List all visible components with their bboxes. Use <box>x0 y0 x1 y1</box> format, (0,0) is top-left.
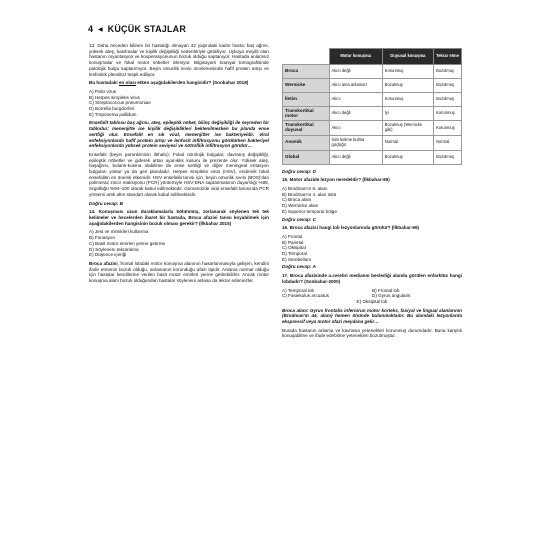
page-number: 4 <box>88 24 94 34</box>
option: E) Düşünce içeriği <box>89 252 127 258</box>
table-cell: Bozulmuş <box>434 64 462 78</box>
option: C) Streptococcus pneumoniae <box>89 100 151 106</box>
row-header: Global <box>283 150 330 164</box>
option: C) Fasiekulus arcuatus <box>282 293 329 299</box>
option: B) Herpes simpleks virus <box>89 94 140 100</box>
option: B) Parietal <box>282 239 304 245</box>
option: E) Treponema pallidum <box>89 111 137 117</box>
table-cell: Akıcı <box>329 121 382 136</box>
q17-question: 17. Broca afazisinde a.cerebri medianın beslediği alanda görülen enfarktüs hangi lobdadır? (Sonbahar-2000) <box>282 273 462 284</box>
table-cell: Bozulmuş <box>434 150 462 164</box>
q13-explanation: Ensefalit (beyin parenkiminin iltihabı); Fokal nörolojik bulgular, davranış değişikliği, epileptik nöbetler ve giderek artan uyanıklık kusuru ile prezente olur. Yüksek ateş, başağrısı, bulantı-kusma olabilirse de ense sertliği ve diğer meningeal irritasyon bulguları yoktur ya da geri plandadır. Herpes simpleks virüs (HSV), endemik fokal ensefalitin en önemli etkenidir. HSV ensefaliti tanısı için, beyin omurilik sıvısı (BOS)'dan polimeraz zincir reaksiyonu (PCR) yöntemiyle HSV-DNA saptanmasının duyarlılığı %98, özgüllüğü %94–100 olarak kabul edilmektedir. Günümüzde viral ensefalit tanısında PCR yöntemi artık altın standart olarak kabul edilmektedir. <box>89 151 269 197</box>
q14-explanation: Broca afazisi, frontal lobdaki motor konuşma alanının hasarlanmasıyla gelişen, kendini ifade etmenin bozuk olduğu, anlamanın korunduğu afazi tipidir. Anlama normal olduğu için hastalar kendilerine verilen basit motor emirleri yerine getirebilirler. Ancak motor konuşma alanı bozuk olduğundan hastalar söyleneni anlasa da tekrar edemezler. <box>89 260 269 284</box>
option: D) Gyrus angularis <box>372 293 411 299</box>
option: B) Fonasyon <box>89 235 116 241</box>
table-cell: İyi <box>382 106 433 121</box>
table-cell: Akıcı değil <box>329 106 382 121</box>
q14-answer: Doğru cevap: D <box>282 168 316 174</box>
table-row <box>283 106 462 121</box>
q13-stem: 13. Daha önceden bilinen bir hastalığı olmayan 32 yaşındaki kadın hasta; baş ağrısı, yüksek ateş, kasılmalar ve kişilik değişikliği nedenleriyle getiriliyor. Uykuya meyilli olan hastanın oryantasyon ve kooperasyonunun bozuk olduğu saptanıyor. Hastada anlamsız konuşmalar ve fokal motor nöbetler izleniyor. Bilgisayarlı kraniyal tomografisinde patolojik bulgu saptanmıyor. Beyin omurilik sıvısı incelemesinde hafif protein artışı ve lenfositik pleositoz tespit ediliyor. <box>89 43 269 77</box>
option: E) Serebellum <box>282 256 312 262</box>
q13-answer: Doğru cevap: B <box>89 200 123 206</box>
q17-explanation-emphasis: Broca alanı: Gyrus frontalis inferiorun motor korteks, fasiyal ve lingual alanlarının (Brodman'ın 44. alanı) hemen önünde bulunmaktadır. Bu alandaki lezyonlarda ekspressif veya motor afazi meydana gelir… <box>282 307 462 325</box>
option: C) Broca alanı <box>282 197 312 203</box>
q13-question: Bu hastadaki en olası etken aşağıdakilerden hangisidir? (Sonbahar 2018) <box>89 80 249 86</box>
table-row <box>283 64 462 78</box>
option: E) Superior temporal bölge <box>282 208 337 214</box>
option: D) Temporal <box>282 251 307 257</box>
table-cell: Bozulmuş (Wernicke gibi) <box>382 121 433 136</box>
table-cell: Bozulmuş <box>382 150 433 164</box>
row-header: İletim <box>283 92 330 106</box>
table-cell: Korunmuş <box>434 106 462 121</box>
q16-options <box>282 234 462 263</box>
q13-explanation-emphasis: Ensefalit tablosu baş ağrısı, ateş, epileptik nöbet, bilinç değişikliği ile seyreden bir tablodur; menenjitte ise kişilik değişiklikleri beklenilmezken bu planda ense sertliği olur. Ensefalit en sık viral, menenjitler ise bakteriyeldir. Viral enfeksiyonlarda hafif protein artışı ve lenfosit infiltrasyonu görülürken bakteriyel enfeksiyonlarda yüksek protein seviyesi ve nötrofilik infiltrasyon görülür… <box>89 120 269 149</box>
table-cell: Akıcı değil <box>329 150 382 164</box>
option: A) Frontal <box>282 233 303 239</box>
option: A) Polio virus <box>89 88 117 94</box>
table-cell: Bozulmuş <box>382 78 433 92</box>
table-row <box>283 92 462 106</box>
option: A) Temporal lob <box>282 287 315 293</box>
row-header: Transkortikal motor <box>283 106 330 121</box>
right-column <box>282 48 462 342</box>
option: A) Brodman'ın 6. alanı <box>282 185 328 191</box>
option: C) Basit motor emirleri yerine getirme <box>89 240 166 246</box>
table-cell: Akıcı <box>329 92 382 106</box>
table-cell: Korunmuş <box>434 121 462 136</box>
option: C) Oksipital <box>282 245 306 251</box>
option: D) Söylenenı tekrarlama <box>89 246 139 252</box>
row-header: Anomik <box>283 135 330 150</box>
table-cell: Korunmuş <box>382 92 433 106</box>
table-cell: Bozulmuş <box>434 78 462 92</box>
row-header: Wernicke <box>283 78 330 92</box>
table-cell: Akıcı değil <box>329 64 382 78</box>
option: E) Oksipital lob <box>356 298 388 304</box>
q14-question: 14. Konuşması uzun duraklamalarla bölünmüş, zorlanarak söylenen tek tek kelimeler ve hecelerden ibaret bir hastada, Broca afazisi tanısı koyabilmek için aşağıdakilerden hangisinin bozuk olması gerekir? (İlkbahar 2015) <box>89 209 269 226</box>
table-cell: Normal <box>434 135 462 150</box>
left-column <box>89 43 269 287</box>
option: D) Wernicke alanı <box>282 203 319 209</box>
q16-answer: Doğru cevap: A <box>282 264 316 270</box>
q15-options <box>282 186 462 215</box>
section-arrow-icon: ◀ <box>98 26 103 33</box>
row-header: Broca <box>283 64 330 78</box>
q15-question: 15. Motor afazide lezyon neredeldir? (İlkbahar-89) <box>282 177 390 183</box>
table-header: Motor konuşma <box>329 49 382 65</box>
table-row <box>283 121 462 136</box>
row-header: Transkortikal duyusal <box>283 121 330 136</box>
q13-options <box>89 89 269 118</box>
option: B) Frontal lob <box>372 287 400 293</box>
q17-explanation: Burada hastanın anlama ve kavrama yetenekleri korunmuş durumdadır. Buna karşılık konuşabilme ve ifade edebilme yetenekleri bozulmuştur. <box>282 327 462 339</box>
table-header-row <box>283 49 462 65</box>
q16-question: 16. Broca afazisi hangi lob lezyonlarında görülür? (İlkbahar-96) <box>282 225 420 231</box>
q17-options <box>282 288 462 305</box>
table-cell: Korunmuş <box>382 64 433 78</box>
table-cell: Bozulmuş <box>434 92 462 106</box>
page-header <box>88 24 186 34</box>
option: A) Jest ve mimikleri kullanma <box>89 229 149 235</box>
section-title: KÜÇÜK STAJLAR <box>107 24 187 34</box>
table-row <box>283 150 462 164</box>
table-header: Duyusal konuşma <box>382 49 433 65</box>
table-cell: İsim kelime bulma güçlüğü <box>329 135 382 150</box>
table-header: Tekrar etme <box>434 49 462 65</box>
table-cell: Akıcı ama anlamsız <box>329 78 382 92</box>
table-header <box>283 49 330 65</box>
aphasia-table <box>282 48 462 165</box>
table-row <box>283 78 462 92</box>
option: B) Brodman'ın 4. alan üstü <box>282 191 337 197</box>
table-cell: Normal <box>382 135 433 150</box>
q14-options <box>89 229 269 258</box>
q15-answer: Doğru cevap: C <box>282 216 316 222</box>
option: D) Borrelia burgdorferi <box>89 106 135 112</box>
table-row <box>283 135 462 150</box>
